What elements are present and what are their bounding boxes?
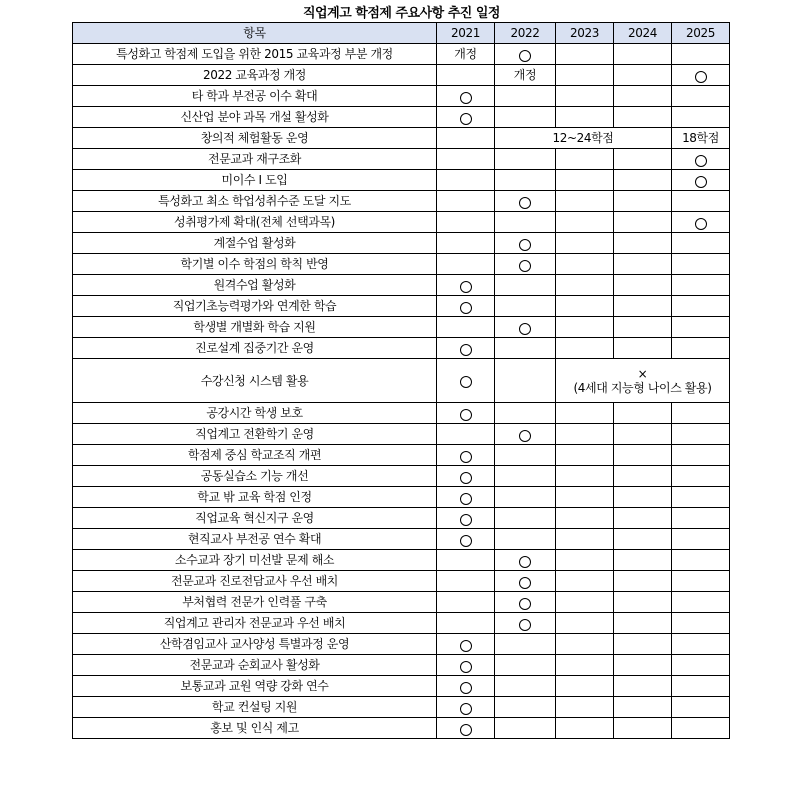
circle-mark-icon xyxy=(460,682,472,694)
circle-mark-icon xyxy=(460,376,472,388)
year-cell-y2022 xyxy=(495,718,556,739)
circle-mark-icon xyxy=(460,302,472,314)
circle-mark-icon xyxy=(519,239,531,251)
year-cell-y2023 xyxy=(556,466,614,487)
year-cell-y2025 xyxy=(672,403,730,424)
table-row xyxy=(73,697,730,718)
item-cell: 학기별 이수 학점의 학칙 반영 xyxy=(73,254,437,275)
table-row xyxy=(73,487,730,508)
year-cell-y2022 xyxy=(495,170,556,191)
circle-mark-icon xyxy=(519,323,531,335)
year-cell-y2021 xyxy=(437,212,495,233)
table-row xyxy=(73,233,730,254)
year-cell-y2025 xyxy=(672,508,730,529)
year-cell-y2022 xyxy=(495,212,556,233)
year-cell-y2025 xyxy=(672,149,730,170)
table-row xyxy=(73,296,730,317)
table-row xyxy=(73,676,730,697)
year-cell-y2021 xyxy=(437,676,495,697)
circle-mark-icon xyxy=(460,535,472,547)
year-cell-y2024 xyxy=(614,275,672,296)
table-row xyxy=(73,275,730,296)
table-row xyxy=(73,170,730,191)
year-cell-y2022 xyxy=(495,634,556,655)
year-cell-y2022 xyxy=(495,697,556,718)
table-row xyxy=(73,149,730,170)
header-row xyxy=(73,23,730,44)
year-cell-y2024 xyxy=(614,86,672,107)
schedule-table xyxy=(72,22,730,739)
header-2023: 2023 xyxy=(556,23,614,44)
year-cell-y2023 xyxy=(556,592,614,613)
header-2025: 2025 xyxy=(672,23,730,44)
year-cell-y2023 xyxy=(556,487,614,508)
item-cell: 전문교과 진로전담교사 우선 배치 xyxy=(73,571,437,592)
year-cell-y2025 xyxy=(672,254,730,275)
circle-mark-icon xyxy=(519,260,531,272)
year-cell-y2022 xyxy=(495,571,556,592)
item-cell: 학생별 개별화 학습 지원 xyxy=(73,317,437,338)
circle-mark-icon xyxy=(695,218,707,230)
year-cell-y2025 xyxy=(672,317,730,338)
year-cell-y2023 xyxy=(556,149,614,170)
year-cell-y2025 xyxy=(672,191,730,212)
item-cell: 계절수업 활성화 xyxy=(73,233,437,254)
year-cell-y2021 xyxy=(437,592,495,613)
year-cell-y2021 xyxy=(437,317,495,338)
year-cell-y2022 xyxy=(495,107,556,128)
year-cell-y2024 xyxy=(614,44,672,65)
year-cell-y2022 xyxy=(495,403,556,424)
circle-mark-icon xyxy=(460,472,472,484)
year-cell-y2021 xyxy=(437,718,495,739)
item-cell: 창의적 체험활동 운영 xyxy=(73,128,437,149)
item-cell: 타 학과 부전공 이수 확대 xyxy=(73,86,437,107)
table-row xyxy=(73,359,730,403)
table-row xyxy=(73,65,730,86)
year-cell-y2022 xyxy=(495,338,556,359)
circle-mark-icon xyxy=(460,703,472,715)
table-row xyxy=(73,445,730,466)
year-cell-y2024 xyxy=(614,508,672,529)
item-cell: 특성화고 학점제 도입을 위한 2015 교육과정 부분 개정 xyxy=(73,44,437,65)
year-cell-y2023 xyxy=(556,338,614,359)
year-cell-y2022 xyxy=(495,445,556,466)
year-cell-y2024 xyxy=(614,445,672,466)
circle-mark-icon xyxy=(519,430,531,442)
year-cell-y2022 xyxy=(495,550,556,571)
year-cell-y2025 xyxy=(672,466,730,487)
year-cell-y2023 xyxy=(556,170,614,191)
year-cell-y2024 xyxy=(614,529,672,550)
year-cell-y2022 xyxy=(495,296,556,317)
year-cell-y2021 xyxy=(437,275,495,296)
item-cell: 미이수 I 도입 xyxy=(73,170,437,191)
circle-mark-icon xyxy=(460,281,472,293)
circle-mark-icon xyxy=(460,344,472,356)
year-cell-y2021 xyxy=(437,86,495,107)
year-cell-y2025 xyxy=(672,487,730,508)
year-cell-y2023 xyxy=(556,676,614,697)
year-cell-y2023 xyxy=(556,445,614,466)
circle-mark-icon xyxy=(460,493,472,505)
year-cell-y2024 xyxy=(614,317,672,338)
year-cell-y2025 xyxy=(672,86,730,107)
circle-mark-icon xyxy=(519,50,531,62)
table-row xyxy=(73,613,730,634)
year-cell-y2024 xyxy=(614,403,672,424)
circle-mark-icon xyxy=(519,556,531,568)
circle-mark-icon xyxy=(695,71,707,83)
year-cell-y2024 xyxy=(614,550,672,571)
year-cell-y2021 xyxy=(437,128,495,149)
item-cell: 직업계고 전환학기 운영 xyxy=(73,424,437,445)
table-row xyxy=(73,254,730,275)
year-cell-y2024 xyxy=(614,212,672,233)
year-cell-y2024 xyxy=(614,65,672,86)
year-cell-y2023 xyxy=(556,718,614,739)
year-cell-y2023 xyxy=(556,613,614,634)
year-cell-y2025 xyxy=(672,697,730,718)
year-cell-y2022 xyxy=(495,317,556,338)
year-cell-y2025 xyxy=(672,296,730,317)
year-cell-y2023 xyxy=(556,233,614,254)
year-cell-y2024 xyxy=(614,634,672,655)
circle-mark-icon xyxy=(460,113,472,125)
circle-mark-icon xyxy=(460,451,472,463)
year-cell-y2022 xyxy=(495,86,556,107)
year-cell-y2025 xyxy=(672,592,730,613)
circle-mark-icon xyxy=(460,92,472,104)
year-cell-y2023 xyxy=(556,424,614,445)
header-2024: 2024 xyxy=(614,23,672,44)
year-cell-y2021 xyxy=(437,296,495,317)
circle-mark-icon xyxy=(695,176,707,188)
year-cell-y2025 xyxy=(672,718,730,739)
year-cell-y2023 xyxy=(556,44,614,65)
table-row xyxy=(73,424,730,445)
year-cell-y2021 xyxy=(437,107,495,128)
year-cell-y2021 xyxy=(437,445,495,466)
year-cell-y2022: 개정 xyxy=(495,65,556,86)
year-cell-y2021: 개정 xyxy=(437,44,495,65)
table-row xyxy=(73,107,730,128)
year-cell-y2023 xyxy=(556,86,614,107)
item-cell: 전문교과 재구조화 xyxy=(73,149,437,170)
table-body xyxy=(73,44,730,739)
year-cell-y2023 xyxy=(556,254,614,275)
year-cell-y2025 xyxy=(672,212,730,233)
year-cell-y2025 xyxy=(672,676,730,697)
year-cell-y2021 xyxy=(437,466,495,487)
year-cell-y2022 xyxy=(495,487,556,508)
year-cell-y2021 xyxy=(437,65,495,86)
table-row xyxy=(73,466,730,487)
table-row xyxy=(73,86,730,107)
document-title: 직업계고 학점제 주요사항 추진 일정 xyxy=(303,6,500,21)
year-cell-y2025 xyxy=(672,338,730,359)
year-cell-y2021 xyxy=(437,508,495,529)
item-cell: 학교 컨설팅 지원 xyxy=(73,697,437,718)
year-cell-y2021 xyxy=(437,529,495,550)
year-cell-y2025 xyxy=(672,571,730,592)
item-cell: 성취평가제 확대(전체 선택과목) xyxy=(73,212,437,233)
year-cell-y2021 xyxy=(437,149,495,170)
circle-mark-icon xyxy=(695,155,707,167)
circle-mark-icon xyxy=(460,409,472,421)
year-cell-y2025 xyxy=(672,170,730,191)
table-row xyxy=(73,634,730,655)
table-row xyxy=(73,529,730,550)
year-cell-y2025 xyxy=(672,65,730,86)
year-cell-y2024 xyxy=(614,718,672,739)
year-cell-y2023 xyxy=(556,107,614,128)
circle-mark-icon xyxy=(460,661,472,673)
year-cell-y2021 xyxy=(437,403,495,424)
year-cell-y2024 xyxy=(614,191,672,212)
year-cell-y2022 xyxy=(495,359,556,403)
year-cell-y2024 xyxy=(614,149,672,170)
year-cell-y2025: 18학점 xyxy=(672,128,730,149)
circle-mark-icon xyxy=(460,724,472,736)
year-cell-y2022 xyxy=(495,655,556,676)
year-cell-y2022 xyxy=(495,466,556,487)
table-row xyxy=(73,550,730,571)
year-cell-y2025 xyxy=(672,107,730,128)
year-cell-y2024 xyxy=(614,233,672,254)
year-cell-y2025 xyxy=(672,634,730,655)
year-cell-y2022 xyxy=(495,254,556,275)
item-cell: 산학겸임교사 교사양성 특별과정 운영 xyxy=(73,634,437,655)
circle-mark-icon xyxy=(519,598,531,610)
item-cell: 특성화고 최소 학업성취수준 도달 지도 xyxy=(73,191,437,212)
year-cell-y2022 xyxy=(495,592,556,613)
span-line-2: (4세대 지능형 나이스 활용) xyxy=(573,380,712,395)
year-cell-y2025 xyxy=(672,655,730,676)
table-row xyxy=(73,317,730,338)
year-cell-y2024 xyxy=(614,338,672,359)
item-cell: 원격수업 활성화 xyxy=(73,275,437,296)
year-cell-y2025 xyxy=(672,529,730,550)
year-cell-y2021 xyxy=(437,634,495,655)
year-cell-y2023 xyxy=(556,508,614,529)
year-cell-y2023 xyxy=(556,571,614,592)
table-row xyxy=(73,655,730,676)
year-cell-y2021 xyxy=(437,359,495,403)
year-cell-y2023 xyxy=(556,191,614,212)
circle-mark-icon xyxy=(519,577,531,589)
year-cell-y2025 xyxy=(672,233,730,254)
table-row xyxy=(73,718,730,739)
year-cell-y2022 xyxy=(495,529,556,550)
year-cell-y2021 xyxy=(437,254,495,275)
item-cell: 부처협력 전문가 인력풀 구축 xyxy=(73,592,437,613)
item-cell: 보통교과 교원 역량 강화 연수 xyxy=(73,676,437,697)
table-row xyxy=(73,44,730,65)
table-row xyxy=(73,592,730,613)
table-row xyxy=(73,128,730,149)
year-cell-y2021 xyxy=(437,571,495,592)
year-cell-y2022 xyxy=(495,191,556,212)
year-cell-y2024 xyxy=(614,592,672,613)
item-cell: 홍보 및 인식 제고 xyxy=(73,718,437,739)
year-cell-y2021 xyxy=(437,170,495,191)
year-cell-y2023 xyxy=(556,655,614,676)
year-cell-y2024 xyxy=(614,254,672,275)
year-cell-y2023 xyxy=(556,634,614,655)
item-cell: 진로설계 집중기간 운영 xyxy=(73,338,437,359)
item-cell: 수강신청 시스템 활용 xyxy=(73,359,437,403)
year-cell-y2025 xyxy=(672,44,730,65)
circle-mark-icon xyxy=(460,640,472,652)
item-cell: 신산업 분야 과목 개설 활성화 xyxy=(73,107,437,128)
year-cell-y2024 xyxy=(614,170,672,191)
year-cell-y2024 xyxy=(614,466,672,487)
year-cell-y2021 xyxy=(437,697,495,718)
header-2022: 2022 xyxy=(495,23,556,44)
year-cell-y2021 xyxy=(437,233,495,254)
item-cell: 직업계고 관리자 전문교과 우선 배치 xyxy=(73,613,437,634)
year-cell-span_2022_2024: 12~24학점 xyxy=(495,128,672,149)
year-cell-y2021 xyxy=(437,338,495,359)
circle-mark-icon xyxy=(519,619,531,631)
item-cell: 2022 교육과정 개정 xyxy=(73,65,437,86)
year-cell-y2025 xyxy=(672,613,730,634)
table-row xyxy=(73,212,730,233)
item-cell: 공동실습소 기능 개선 xyxy=(73,466,437,487)
table-row xyxy=(73,571,730,592)
year-cell-y2021 xyxy=(437,655,495,676)
year-cell-y2023 xyxy=(556,697,614,718)
item-cell: 학점제 중심 학교조직 개편 xyxy=(73,445,437,466)
year-cell-y2024 xyxy=(614,655,672,676)
year-cell-y2023 xyxy=(556,212,614,233)
item-cell: 공강시간 학생 보호 xyxy=(73,403,437,424)
year-cell-y2021 xyxy=(437,424,495,445)
table-row xyxy=(73,403,730,424)
year-cell-y2022 xyxy=(495,424,556,445)
span-line-1: × xyxy=(637,366,648,381)
item-cell: 현직교사 부전공 연수 확대 xyxy=(73,529,437,550)
year-cell-y2024 xyxy=(614,571,672,592)
year-cell-y2022 xyxy=(495,508,556,529)
year-cell-y2021 xyxy=(437,550,495,571)
year-cell-y2024 xyxy=(614,424,672,445)
year-cell-y2024 xyxy=(614,107,672,128)
year-cell-y2025 xyxy=(672,445,730,466)
year-cell-y2024 xyxy=(614,296,672,317)
table-row xyxy=(73,338,730,359)
year-cell-span-2023-2025 xyxy=(556,359,730,403)
header-2021: 2021 xyxy=(437,23,495,44)
item-cell: 전문교과 순회교사 활성화 xyxy=(73,655,437,676)
year-cell-y2021 xyxy=(437,613,495,634)
year-cell-y2023 xyxy=(556,403,614,424)
year-cell-y2023 xyxy=(556,529,614,550)
year-cell-y2023 xyxy=(556,550,614,571)
year-cell-y2023 xyxy=(556,275,614,296)
table-row xyxy=(73,508,730,529)
year-cell-y2024 xyxy=(614,697,672,718)
circle-mark-icon xyxy=(519,197,531,209)
item-cell: 직업교육 혁신지구 운영 xyxy=(73,508,437,529)
year-cell-y2022 xyxy=(495,233,556,254)
year-cell-y2023 xyxy=(556,296,614,317)
table-row xyxy=(73,191,730,212)
year-cell-y2023 xyxy=(556,317,614,338)
year-cell-y2021 xyxy=(437,191,495,212)
year-cell-y2022 xyxy=(495,676,556,697)
year-cell-y2025 xyxy=(672,550,730,571)
year-cell-y2024 xyxy=(614,487,672,508)
item-cell: 직업기초능력평가와 연계한 학습 xyxy=(73,296,437,317)
item-cell: 학교 밖 교육 학점 인정 xyxy=(73,487,437,508)
circle-mark-icon xyxy=(460,514,472,526)
year-cell-y2021 xyxy=(437,487,495,508)
year-cell-y2025 xyxy=(672,275,730,296)
year-cell-y2024 xyxy=(614,676,672,697)
year-cell-y2023 xyxy=(556,65,614,86)
header-item: 항목 xyxy=(73,23,437,44)
year-cell-y2022 xyxy=(495,149,556,170)
year-cell-y2022 xyxy=(495,275,556,296)
year-cell-y2022 xyxy=(495,613,556,634)
item-cell: 소수교과 장기 미선발 문제 해소 xyxy=(73,550,437,571)
year-cell-y2025 xyxy=(672,424,730,445)
year-cell-y2024 xyxy=(614,613,672,634)
year-cell-y2022 xyxy=(495,44,556,65)
